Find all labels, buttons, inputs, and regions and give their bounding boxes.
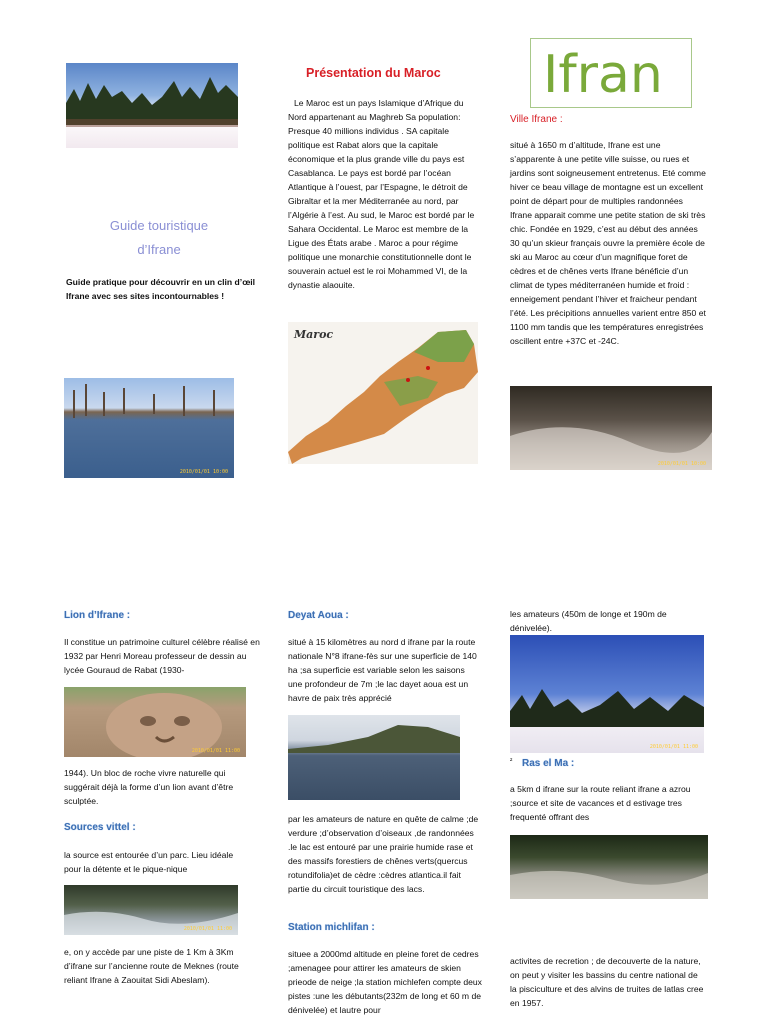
station-text: situee a 2000md altitude en pleine foret de cedres ;amenagee pour attirer les amateurs de skien prieode de neige ;la station michlefen compte deux pistes :une les débutants(232m de long et 60 m de dénivelée) et lautre pour — [288, 949, 482, 1015]
guide-title-line2: d’Ifrane — [137, 242, 181, 257]
photo-stamp: 2010/01/01 10:00 — [179, 469, 228, 475]
activites-text: activites de recretion ; de decouverte de la nature, on peut y visiter les bassins du centre national de la pisciculture et des alvins de truites de latlas cree en 1957. — [510, 956, 704, 1008]
photo-stamp: 2010/01/01 11:00 — [183, 926, 232, 932]
snow-forest-photo — [66, 63, 238, 148]
deyat-text-2: par les amateurs de nature en quête de calme ;de verdure ;d’observation d’oiseaux ,de randonnées .le lac est entouré par une prairie humide rase et des massifs forestiers de chênes verts(quercus rotundifolia)et de cèdre :cèdres atlantica.il fait partie du circuit touristique des lacs. — [288, 814, 479, 894]
guide-title-line1: Guide touristique — [109, 218, 209, 233]
amateurs-text: les amateurs (450m de longe et 190m de dénivelée). — [510, 609, 667, 633]
ras-bullet: ² — [510, 758, 513, 765]
lion-title: Lion d’Ifrane : — [64, 610, 131, 621]
maroc-title: Présentation du Maroc — [306, 66, 441, 80]
sources-text-2: e, on y accède par une piste de 1 Km à 3Km d’ifrane sur l’ancienne route de Meknes (route reliant Ifrane à Zaouitat Sidi Abeslam). — [64, 947, 239, 985]
deyat-title: Deyat Aoua : — [288, 610, 349, 621]
ras-title: Ras el Ma : — [522, 758, 575, 769]
lion-text-1: Il constitue un patrimoine culturel célèbre réalisé en 1932 par Henri Moreau professeur de dessin au lycée Gouraud de Rabat (1930- — [64, 637, 260, 675]
map-label: Maroc — [294, 328, 334, 341]
ville-title: Ville Ifrane : — [510, 114, 563, 125]
deyat-text-1: situé à 15 kilomètres au nord d ifrane par la route nationale N°8 ifrane-fès sur une superficie de 140 ha ;sa superficie est variable selon les saisons une profondeur de 7m ;le lac dayet aoua est un havre de paix très apprécié — [288, 637, 477, 703]
lion-statue-photo — [64, 687, 246, 757]
waterfall-photo — [510, 386, 712, 470]
photo-stamp: 2010/01/01 11:00 — [191, 748, 240, 754]
ville-text: situé à 1650 m d’altitude, Ifrane est une s’apparente à une petite ville suisse, ou rues et jardins sont soigneusement entretenus. Eté comme hiver ce beau village de montagne est un excellent point de départ pour de multiples randonnées Ifrane apparait comme une petite station de ski très chic. Fondée en 1929, c’est au début des années 30 qu’un skieur français ouvre la première école de ski au Maroc au cœur d’un magnifique foret de cèdres et de chênes verts Ifrane bénéficie d’un climat de types méditerranéen humide et froid : enneigement pendant l’hiver et fraicheur pendant l’été. Les précipitions annuelles varient entre 850 et 1100 mm tandis que les températures enregistrées oscillent entre +37C et -24C. — [510, 140, 706, 346]
guide-subtitle: Guide pratique pour découvrir en un clin d’œil Ifrane avec ses sites incontournables ! — [66, 277, 256, 301]
lake-photo — [64, 378, 234, 478]
photo-stamp: 2010/01/01 10:00 — [657, 461, 706, 467]
sources-photo — [64, 885, 238, 935]
ifran-logo-box — [530, 38, 692, 108]
morocco-map — [288, 322, 478, 464]
lake-dayet-aoua-photo — [288, 715, 460, 800]
sources-text-1: la source est entourée d’un parc. Lieu idéale pour la détente et le pique-nique — [64, 850, 234, 874]
snow-cedars-photo — [510, 635, 704, 753]
sources-title: Sources vittel : — [64, 822, 136, 833]
photo-stamp: 2010/01/01 11:00 — [649, 744, 698, 750]
ras-text: a 5km d ifrane sur la route reliant ifrane a azrou ;source et site de vacances et d estivage tres frequenté offrant des — [510, 784, 691, 822]
river-rocks-photo — [510, 835, 708, 899]
lion-text-2: 1944). Un bloc de roche vivre naturelle qui suggérait déjà la forme d’un lion avant d’être sculptée. — [64, 768, 234, 806]
ifran-logo: Ifran — [543, 45, 663, 105]
maroc-text: Le Maroc est un pays Islamique d’Afrique du Nord appartenant au Maghreb Sa population: Presque 40 millions individus . SA capitale politique est Rabat alors que la capitale économique et la plus grande ville du pays est Casablanca. Le pays est bordé par l’océan Atlantique à l’ouest, par l’Espagne, le détroit de Gibraltar et la mer Méditerranée au nord, par l’Algérie à l’est. Au sud, le Maroc est bordé par le Sahara Occidental. Le Maroc est membre de la Ligue des États arabe . Maroc a pour régime politique une monarchie constitutionnelle dont le souverain actuel est le roi Mohammed VI, de la dynastie alaouite. — [288, 98, 475, 290]
station-title: Station michlifan : — [288, 922, 375, 933]
